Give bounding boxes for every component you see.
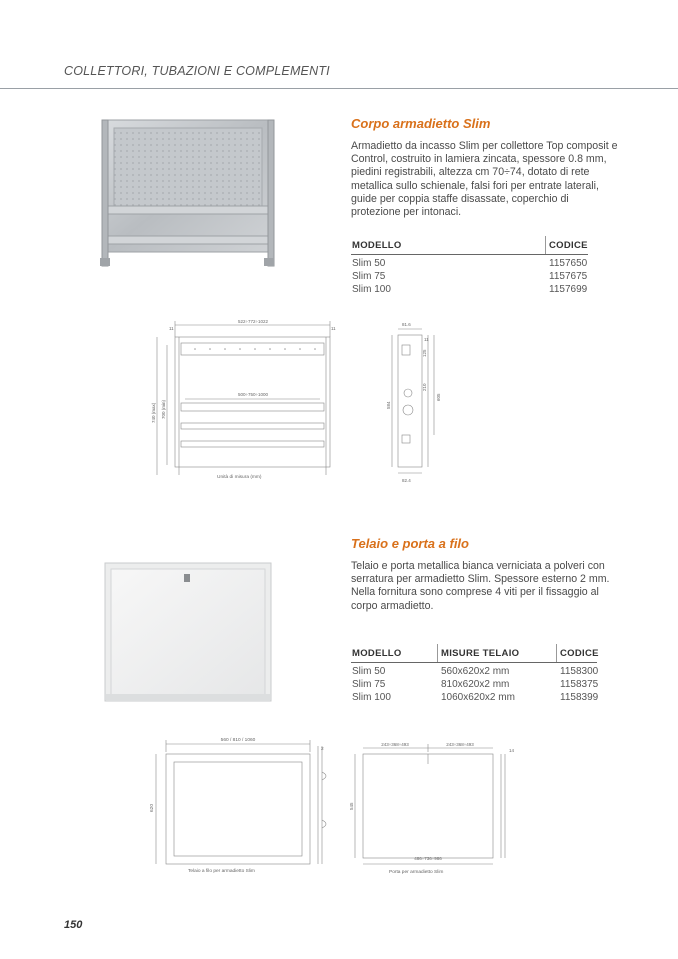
- table-row: 1060x620x2 mm: [441, 692, 515, 703]
- section1-title: Corpo armadietto Slim: [351, 116, 491, 131]
- table-column-divider: [556, 644, 557, 662]
- dim-side-h3: 605: [436, 393, 441, 401]
- table-column-divider: [437, 644, 438, 662]
- table-row: Slim 75: [352, 271, 386, 282]
- page-header-title: COLLETTORI, TUBAZIONI E COMPLEMENTI: [64, 64, 330, 78]
- dim-door-top-left: 243÷368÷493: [381, 742, 409, 747]
- table-header-misure-telaio: MISURE TELAIO: [441, 648, 520, 659]
- cabinet-body-photo: [100, 118, 276, 268]
- dim-door-side: 545: [349, 802, 354, 810]
- cabinet-side-drawing: [378, 315, 448, 485]
- table-row: 810x620x2 mm: [441, 679, 510, 690]
- table-row: 1157675: [549, 271, 588, 282]
- dim-side-h2: 210: [422, 383, 427, 391]
- section1-table: [351, 236, 588, 298]
- table-row: 560x620x2 mm: [441, 666, 510, 677]
- dim-height-max: 740 (max): [151, 402, 156, 423]
- table-header-modello: MODELLO: [352, 240, 402, 251]
- dim-side-h1: 125: [422, 349, 427, 357]
- table-header-rule: [351, 662, 597, 663]
- table-row: Slim 100: [352, 284, 391, 295]
- section2-table: [351, 644, 597, 706]
- door-drawing: [345, 738, 525, 880]
- table-row: Slim 100: [352, 692, 391, 703]
- dim-door-bottom: 486÷736÷986: [414, 856, 442, 861]
- dim-frame-thick: 2: [321, 747, 324, 752]
- unit-note: Unità di misura (mm): [217, 475, 262, 480]
- table-header-modello: MODELLO: [352, 648, 402, 659]
- table-column-divider: [545, 236, 546, 254]
- dim-height-min: 700 (min): [161, 399, 166, 419]
- dim-side-small2: 11: [424, 337, 429, 342]
- dim-top-width: 522÷772÷1022: [238, 319, 268, 324]
- cabinet-front-drawing: [135, 315, 350, 485]
- header-divider: [0, 88, 678, 89]
- table-header-codice: CODICE: [560, 648, 599, 659]
- dim-door-top-right: 243÷368÷493: [446, 742, 474, 747]
- dim-frame-top: 560 / 810 / 1060: [220, 738, 256, 743]
- table-row: Slim 50: [352, 258, 386, 269]
- section2-title: Telaio e porta a filo: [351, 536, 469, 551]
- dim-side-small-right: 11: [331, 326, 336, 331]
- table-row: 1158399: [560, 692, 599, 703]
- dim-door-thick: 14: [509, 748, 515, 753]
- page-number: 150: [64, 919, 83, 931]
- section2-description: Telaio e porta metallica bianca verniciata a polveri con serratura per armadietto Slim. Spessore esterno 2 mm. Nella fornitura sono comprese 4 viti per il fissaggio al corpo armadietto.: [351, 560, 610, 612]
- frame-door-photo: [104, 562, 272, 702]
- dim-frame-side: 620: [150, 803, 155, 812]
- dim-side-depth-bottom: 82.4: [402, 478, 411, 483]
- frame-caption: Telaio a filo per armadietto Slim: [188, 869, 255, 874]
- table-header-rule: [351, 254, 588, 255]
- table-row: Slim 75: [352, 679, 386, 690]
- table-row: 1157699: [549, 284, 588, 295]
- table-row: 1158300: [560, 666, 599, 677]
- dim-side-small-left: 11: [169, 326, 174, 331]
- table-row: Slim 50: [352, 666, 386, 677]
- dim-inner-width: 500÷750÷1000: [238, 392, 268, 397]
- frame-drawing: [140, 732, 340, 880]
- section1-description: Armadietto da incasso Slim per collettore Top composit e Control, costruito in lamiera zincata, spessore 0.8 mm, piedini registrabili, altezza cm 70÷74, dotato di rete metallica sullo schienale, falsi fori per entrate laterali, guide per coppia staffe disassate, coperchio di protezione per intonaci.: [351, 140, 618, 219]
- table-row: 1158375: [560, 679, 599, 690]
- dim-side-depth-top: 81.6: [402, 322, 411, 327]
- dim-side-h4: 584: [386, 401, 391, 409]
- door-caption: Porta per armadietto Slim: [389, 870, 444, 875]
- table-header-codice: CODICE: [549, 240, 588, 251]
- table-row: 1157650: [549, 258, 588, 269]
